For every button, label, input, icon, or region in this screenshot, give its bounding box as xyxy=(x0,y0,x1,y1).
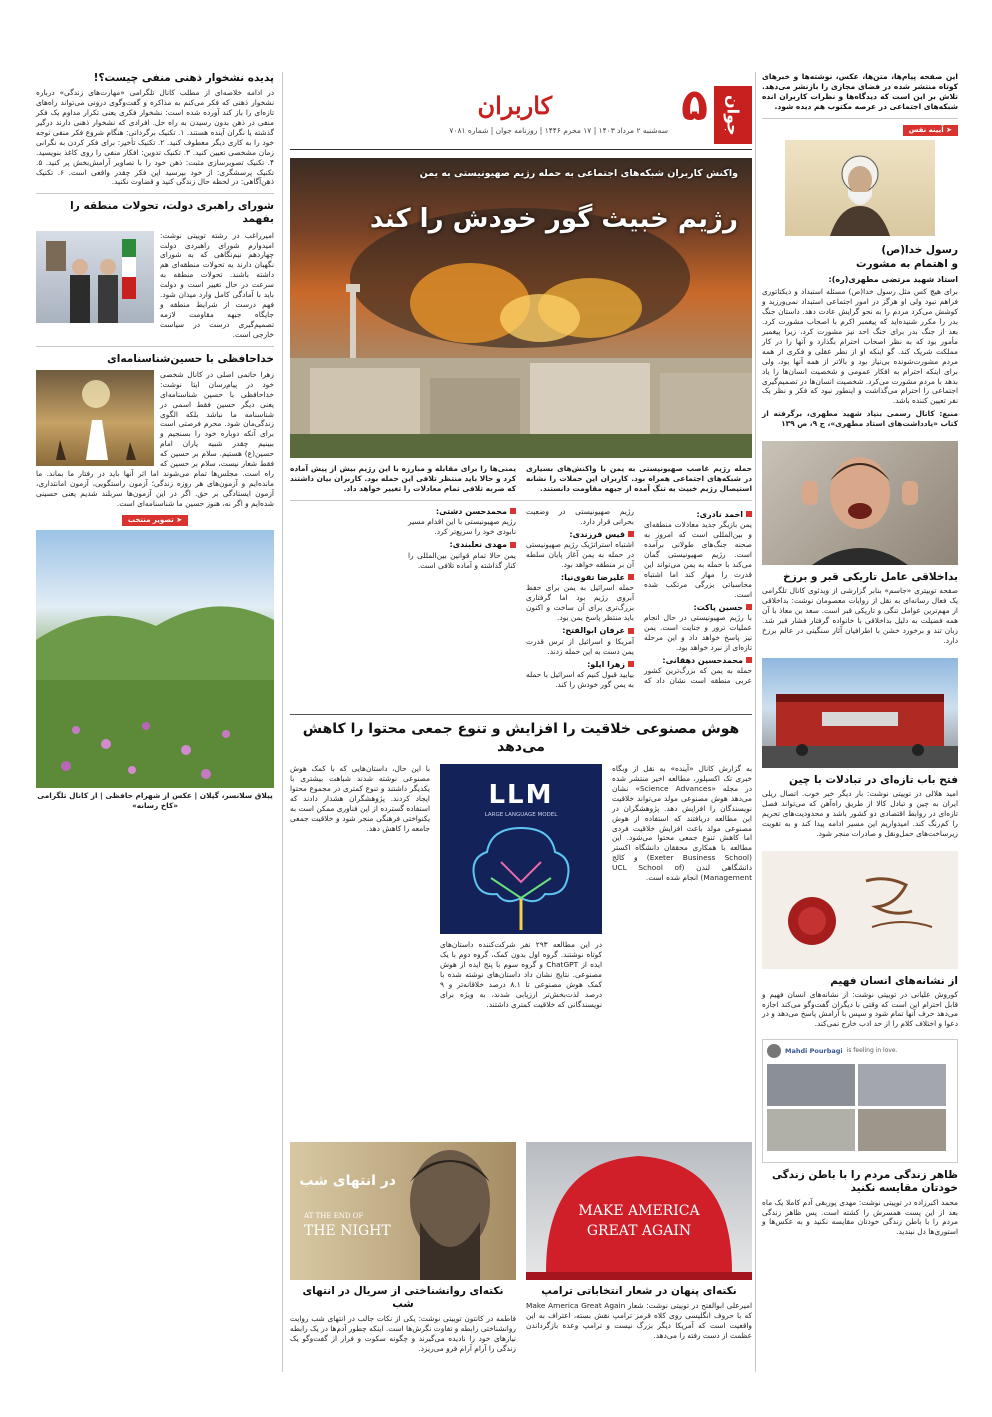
logo: جوان xyxy=(723,94,743,136)
ai-col-mid: در این مطالعه ۲۹۳ نفر شرکت‌کننده داستان‌های کوتاه نوشتند. گروه اول بدون کمک، گروه دوم با یک ایده از ChatGPT و گروه سوم با پنج ایده از هوش مصنوعی. نتایج نشان داد داستان‌های نوشته شده با کمک هوش مصنوعی تا ۸.۱ درصد خلاقانه‌تر و ۹ درصد لذت‌بخش‌تر ارزیابی شدند، به ویژه برای نویسندگانی که خلاقیت کمتری داشتند. xyxy=(440,940,603,1009)
calligraphy-image xyxy=(762,851,958,969)
lead-entry: علیرضا تقوی‌نیا: حمله اسرائیل به یمن برای حفظ آبروی رژیم بود اما گرفتاری بزرگ‌تری برای آن ساخت و اکنون باید منتظر پاسخ یمن بود. xyxy=(526,572,634,623)
ai-col-left: با این حال، داستان‌هایی که با کمک هوش مصنوعی نوشته شدند شباهت بیشتری با یکدیگر داشتند و تنوع کمتری در مجموع محتوا ایجاد کردند. پژوهشگران هشدار دادند که استفاده گسترده از این فناوری ممکن است به یکنواختی فرهنگی منجر شود و خلاقیت جمعی جامعه را کاهش دهد. xyxy=(290,764,430,833)
lead-entry: زهرا ایلو: بیایید قبول کنیم که اسرائیل با حمله به یمن گور خودش را کند. xyxy=(526,659,634,690)
mirror-tag: ➤ آیینه نفس xyxy=(762,125,958,136)
lead-intro-col2: یمنی‌ها را برای مقابله و مبارزه با این رژیم بیش از پیش آماده کرد و حالا باید منتظر تلافی این حمله بود. کاربران بیان داشتند که ضربه تلافی تمام معادلات را تغییر خواهد داد. xyxy=(290,464,516,493)
mirror-author: استاد شهید مرتضی مطهری(ره): xyxy=(828,274,958,284)
lead-entry: مهدی نعلبندی: یمن حالا تمام قوانین بین‌المللی را کنار گذاشته و آماده تلافی است. xyxy=(408,540,516,570)
left-column xyxy=(36,72,274,811)
mutahhari-portrait-image xyxy=(785,140,935,236)
yemen-explosion-image xyxy=(290,158,752,458)
poster-title-fa: در انتهای شب xyxy=(299,1173,396,1189)
tweet-screenshot xyxy=(762,1039,958,1163)
lead-entry: محمدحسین دهقانی: حمله به یمن که بزرگ‌ترین کشور عربی منطقه است نشان داد که رژیم صهیونیستی در وضعیت بحرانی قرار دارد. xyxy=(526,506,752,686)
masthead xyxy=(290,72,752,150)
dateline: سه‌شنبه ۲ مرداد ۱۴۰۳ | ۱۷ محرم ۱۴۴۶ | روزنامه جوان | شماره ۷۰۸۱ xyxy=(449,126,668,135)
poster-title-en1: AT THE END OF xyxy=(304,1212,364,1220)
farewell-body: زهرا حاتمی اصلی در کانال شخصی خود در پیام‌رسان ایتا نوشت: خداحافظی با حسین شناسنامه‌ای یعنی دیگر حسین فقط اسمی در شناسنامه ما نباشد بلکه الگوی زندگی‌مان شود. محرم فرصتی است برای آنکه دوباره خود را بسنجیم و ببینیم چقدر شبیه یاران امام حسین(ع) هستیم. سلام بر حسین که فقط شعار نیست، سلام بر حسین که راه است. مجلس‌ها تمام می‌شوند اما اثر آنها باید در رفتار ما بماند. ما مانده‌ایم و آزمون‌های هر روزه زندگی؛ آزمون راستگویی، آزمون امانتداری، آزمون ایستادگی بر حق. اگر در این آزمون‌ها سربلند شدیم یعنی حسینی شده‌ایم و اگر نه، هنوز حسین ما شناسنامه‌ای است. xyxy=(36,369,274,508)
maga-title: نکته‌ای پنهان در شعار انتخاباتی ترامپ xyxy=(541,1285,737,1297)
selected-photo-meadow xyxy=(36,530,274,788)
karbala-painting xyxy=(36,370,154,466)
poster-title-en2: THE NIGHT xyxy=(304,1223,391,1239)
signs-title: از نشانه‌های انسان فهیم xyxy=(830,974,958,987)
mirror-title-line1: رسول خدا(ص) xyxy=(881,244,958,257)
lead-intro-col1: حمله رژیم غاصب صهیونیستی به یمن با واکنش‌های بسیاری در شبکه‌های اجتماعی همراه بود. کاربران این حملات را نشانه استیصال رژیم خبیث به تنگ آمده از جبهه مقاومت دانستند. xyxy=(526,464,752,493)
cap-text-line2: GREAT AGAIN xyxy=(586,1223,692,1239)
ethics-body: صفحه توییتری «جاسم» بنابر گزارشی از ویدئوی کانال تلگرامی یک فعال رسانه‌ای به نقل از روایات معصومان نوشت: بداخلاقی از مهم‌ترین عوامل تنگی و تاریکی قبر است. سعد بن معاذ با آن همه فضیلت به دلیل بداخلاقی با خانواده گرفتار فشار قبر شد. زبان تند و برخورد خشن با اطرافیان آثار سنگینی در عالم برزخ دارد. xyxy=(762,586,958,645)
tag-arrow-icon: ➤ xyxy=(943,126,952,135)
brain-icon xyxy=(461,822,581,932)
logo-box xyxy=(714,86,752,144)
ai-col-right: به گزارش کانال «آینده» به نقل از وبگاه خبری تک اکسپلور، مطالعه اخیر منتشر شده در مجله «Science Advances» نشان می‌دهد هوش مصنوعی مولد می‌تواند خلاقیت نویسندگان را افزایش دهد. پژوهشگران در این مطالعه دریافتند که استفاده از هوش مصنوعی مولد باعث افزایش خلاقیت فردی اما کاهش تنوع جمعی محتوا می‌شود. این مطالعه با همکاری محققان دانشگاه اکستر (Exeter Business School) و کالج دانشگاهی لندن (UCL School of Management) انجام شده است. xyxy=(612,764,752,883)
maga-cap-image xyxy=(526,1142,752,1280)
lead-entry: قیس فرزندی: اشتباه استراتژیک رژیم صهیونیستی در حمله به یمن آغاز پایان سلطه آن بر منطقه خواهد بود. xyxy=(526,529,634,569)
council-title: شورای راهبری دولت، تحولات منطقه را بفهمد xyxy=(70,200,274,226)
intro-text: این صفحه پیام‌ها، متن‌ها، عکس، نوشته‌ها و خبرهای کوتاه منتشر شده در فضای مجازی را بازنشر می‌دهد. تلاش بر این است که دیدگاه‌ها و نظرات کاربران انده شبکه‌های اجتماعی در عرصه مکتوب هم دیده شود. xyxy=(762,72,958,112)
ai-story xyxy=(290,714,752,1009)
llm-image xyxy=(440,764,602,934)
tweet-status: is feeling in love. xyxy=(846,1047,898,1055)
tweet-photo-4 xyxy=(858,1109,946,1151)
lifestyle-title-line2: خودتان مقایسه نکنید xyxy=(850,1182,958,1195)
night-story xyxy=(290,1142,516,1354)
night-poster-image xyxy=(290,1142,516,1280)
photo-caption: ییلاق سلانسر، گیلان | عکس از شهرام حافظی | از کانال تلگرامی «کاخ رسانه» xyxy=(37,791,273,810)
officials-photo xyxy=(36,231,154,323)
tweet-photo-2 xyxy=(858,1064,946,1106)
lead-entries xyxy=(290,507,752,703)
llm-subtitle: LARGE LANGUAGE MODEL xyxy=(484,812,558,819)
tweet-photo-1 xyxy=(767,1064,855,1106)
council-body: امیرراغب در رشته توییتی نوشت: امیدوارم شورای راهبردی دولت چهاردهم نیم‌نگاهی که به شورای نگهبان دارند به تحولات منطقه‌ای هم داشته باشند. تحولات منطقه به سرعت در حال تغییر است و دولت باید با آمادگی کامل وارد میدان شود. فهم درست از شرایط منطقه و جایگاه جبهه مقاومت لازمه تصمیم‌گیری درست در سیاست خارجی است. xyxy=(160,230,274,339)
tweet-photo-3 xyxy=(767,1109,855,1151)
lead-entry: احمد نادری: یمن بازیگر جدید معادلات منطقه‌ای و بین‌المللی است که امروز به صحنه جنگ‌های طولانی برآمده است. رژیم صهیونیستی گمان می‌کند با حمله به یمن می‌تواند این قدرت را مهار کند اما اشتباه محاسباتی بزرگی مرتکب شده است. xyxy=(644,509,752,599)
rumination-title: پدیده نشخوار ذهنی منفی چیست؟! xyxy=(93,72,274,84)
mirror-body: برای هیچ کس مثل رسول خدا(ص) مسئله استبداد و دیکتاتوری فراهم نبود ولی او هرگز در امور اجتماعی استبداد نمی‌ورزید و کوشش می‌کرد مردم را به نحو گرایش عادت دهد. داستان جنگ بدر را مکرر شنیده‌اید که پیغمبر اکرم با اصحاب مشورت کرد. بعد از جنگ بدر برای جنگ احد نیز مشورت کرد، زیرا پیغمبر مأمور بود که به نظر اصحاب احترام بگذارد و آنها را در کار مملکت شریک کند. گو اینکه او از نظر عقلی و فکری از همه مردم مشورت‌شونده بی‌نیاز بود و بالاتر از همه آنها بود، ولی برای اینکه احترام به افکار عمومی و شخصیت انسان‌ها را یاد بدهد با مردم مشورت می‌کرد. شخصیت انسان‌ها در تصمیم‌گیری اجتماعی را احترام می‌گذاشت و اینطور نبود که فکر و نظر یک نفر تعیین کننده باشد. xyxy=(762,287,958,406)
lead-story xyxy=(290,158,752,703)
mirror-source: منبع: کانال رسمی بنیاد شهید مطهری، برگرفته از کتاب «یادداشت‌های استاد مطهری»، ج ۹، ص ۱۳۹ xyxy=(762,409,958,429)
maga-story xyxy=(526,1142,752,1341)
mirror-title-line2: و اهتمام به مشورت xyxy=(855,257,958,270)
lead-entry: محمدحسن دشتی: رژیم صهیونیستی با این اقدام مسیر نابودی خود را سریع‌تر کرد. xyxy=(408,506,516,537)
lead-kicker: واکنش کاربران شبکه‌های اجتماعی به حمله رژیم صهیونیستی به یمن xyxy=(419,168,738,179)
signs-body: کوروش علیانی در توییتی نوشت: از نشانه‌های انسان فهیم و قابل احترام این است که وقتی با دیگران گفت‌وگو می‌کند اجازه می‌دهد حرف آنها تمام شود و سپس با آرامش پاسخ می‌دهد و در دعوا و اختلاف کلام را از حد ادب خارج نمی‌کند. xyxy=(762,989,958,1029)
angry-man-image xyxy=(762,441,958,565)
lead-entry: حسین پاکت: با رژیم صهیونیستی در حال انجام عملیات ترور و جنایت است. یمن نیز پاسخ خواهد داد و این مرحله تازه‌ای از نبرد خواهد بود. xyxy=(644,602,752,652)
train-image xyxy=(762,658,958,768)
photo-tag: ➤ تصویر منتخب xyxy=(36,515,274,526)
ai-headline: هوش مصنوعی خلاقیت را افزایش و تنوع جمعی محتوا را کاهش می‌دهد xyxy=(302,721,740,755)
rumination-body: در ادامه خلاصه‌ای از مطلب کانال تلگرامی «مهارت‌های زندگی» درباره نشخوار ذهنی که فکر می‌کنم به مذاکره و گفت‌وگوی درونی می‌تواند راه‌های تازه‌ای را باز کند آورده شده است: نشخوار فکری یعنی تکرار مداوم یک فکر منفی در ذهن بدون رسیدن به راه حل. افرادی که نشخوار ذهنی دارند درگیر گذشته یا نگران آینده هستند. ۱. تکنیک برگردانی: هنگام شروع فکر منفی توجه خود را به کاری دیگر معطوف کنید. ۲. تکنیک تأخیر: برای فکر کردن به نگرانی زمان مشخصی تعیین کنید. ۳. تکنیک تدوین: افکار منفی را روی کاغذ بنویسید. ۴. تکنیک تصویرسازی مثبت: ذهن خود را با تصاویر آرامش‌بخش پر کنید. ۵. تکنیک پرسشگری: از خود بپرسید این فکر چقدر واقعی است. ۶. تکنیک ذهن‌آگاهی: در لحظه حال زندگی کنید و قضاوت نکنید. xyxy=(36,88,275,187)
trade-body: امید هلالی در توییتی نوشت: بار دیگر خبر خوب. اتصال ریلی ایران به چین و تبادل کالا از طریق راه‌آهن که می‌تواند فصل تازه‌ای در روابط اقتصادی دو کشور باشد و محدودیت‌های تحریم را کم‌رنگ کند. امیدواریم این مسیر ادامه پیدا کند و به تقویت زیرساخت‌های حمل‌ونقل و صادرات منجر شود. xyxy=(762,788,958,838)
right-column xyxy=(762,72,958,1237)
night-title: نکته‌ای روانشناختی از سریال در انتهای شب xyxy=(302,1285,504,1311)
llm-title: LLM xyxy=(488,780,554,810)
ethics-title: بداخلاقی عامل تاریکی قبر و برزخ xyxy=(783,571,958,584)
page-number: ۵ xyxy=(681,80,708,131)
section-title: کاربران xyxy=(477,91,552,120)
tag-arrow-icon: ➤ xyxy=(173,515,183,524)
maga-body: امیرعلی ابوالفتح در توییتی نوشت: شعار Make America Great Again که با حروف انگلیسی روی کلاه قرمز ترامپ نقش بسته، اعتراف به این واقعیت است که آمریکا دیگر بزرگ نیست و ترامپ وعده بازگرداندن عظمت از دست رفته را می‌دهد. xyxy=(526,1301,752,1340)
lifestyle-title-line1: ظاهر زندگی مردم را با باطن زندگی xyxy=(771,1169,958,1182)
tweet-avatar xyxy=(767,1044,781,1058)
tweet-name: Mahdi Pourbagi xyxy=(785,1047,843,1056)
cap-text-line1: MAKE AMERICA xyxy=(578,1203,700,1219)
farewell-title: خداحافظی با حسین‌شناسنامه‌ای xyxy=(107,352,274,365)
night-body: فاطمه در کانتون توییتی نوشت: یکی از نکات جالب در انتهای شب روایت روانشناختی رابطه و تفاوت نگرش‌ها است. اینکه چطور آدم‌ها در یک رابطه نیازهای خود را نادیده می‌گیرند و چگونه سکوت و فرار از گفت‌وگو یک زندگی را آرام آرام فرو می‌ریزد. xyxy=(290,1314,516,1354)
lifestyle-body: محمد اکبرزاده در توییتی نوشت: مهدی پوربقی آدم کاملا یک ماه بعد از این پست همسرش را کشته است. پس ظاهر زندگی مردم را با باطن زندگی خودتان مقایسه نکنید و به عکس‌ها و استوری‌ها دل نبندید. xyxy=(762,1197,958,1237)
lead-headline: رژیم خبیث گور خودش را کند xyxy=(369,204,738,234)
trade-title: فتح باب تازه‌ای در تبادلات با چین xyxy=(789,773,958,786)
lead-entry: عرفان ابوالفتح: آمریکا و اسرائیل از ترس قدرت یمن دست به این حمله زدند. xyxy=(526,626,634,656)
